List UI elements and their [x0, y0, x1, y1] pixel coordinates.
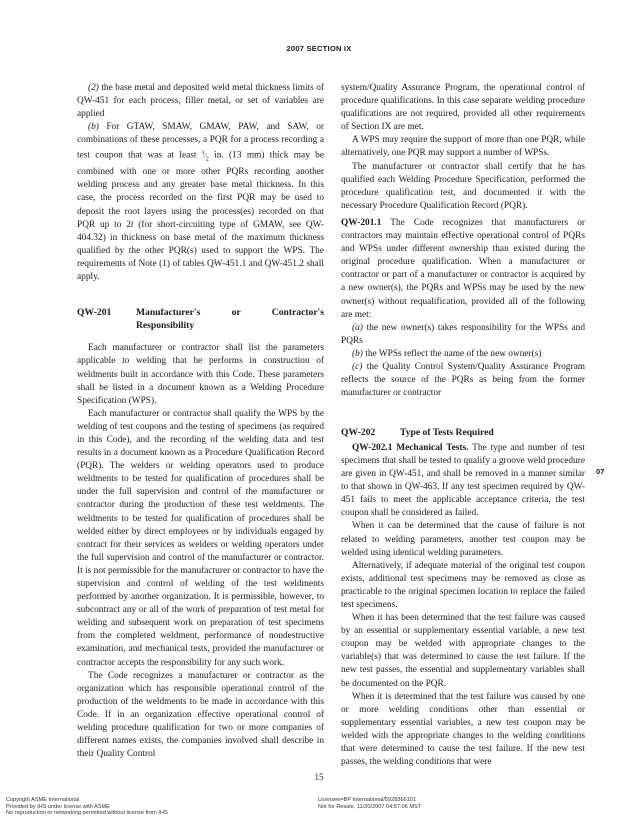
paragraph: When it has been determined that the test failure was caused by an essential or supplementary essential variable, a new test coupon may be welded with appropriate changes to the variable(s) that was determined to cause the test failure. If the new test passes, the essential and supplementary variables shall be documented on the PQR.	[341, 613, 585, 689]
fraction: $^1⁄_2$	[201, 150, 209, 163]
paragraph: Alternatively, if adequate material of the original test coupon exists, additional test specimens may be removed as close as practicable to the original specimen location to replace the failed test specimens.	[341, 560, 585, 610]
list-item: (c) the Quality Control System/Quality Assurance Program reflects the source of the PQRs as being from the former manufacturer or contractor	[341, 361, 585, 399]
paragraph: system/Quality Assurance Program, the operational control of procedure qualifications. In this case separate welding procedure qualifications are not required, provided all other requirements of Section IX are met.	[341, 83, 585, 133]
footer-copyright: Copyright ASME International Provided by IHS under license with ASME No reproduction or networking permitted without license from IHS	[6, 797, 168, 817]
paragraph-qw201-1: QW-201.1 The Code recognizes that manufacturers or contractors may maintain effective operational control of PQRs and WPSs under different ownership than existed during the original procedure qualification. When a manufacturer or contractor or part of a manufacturer or contractor is acquired by a new owner(s), the PQRs and WPSs may be used by the new owner(s) without requalification, provided all of the following are met:	[341, 217, 585, 320]
section-title: Manufacturer's or Contractor's Responsibility	[136, 307, 324, 331]
paragraph-qw202-1: QW-202.1 Mechanical Tests. The type and number of test specimens that shall be tested to qualify a groove weld procedure are given in QW-451, and shall be removed in a manner similar to that shown in QW-463. If any test specimen required by QW-451 fails to meet the applicable acceptance criteria, the test coupon shall be considered as failed.	[341, 442, 585, 519]
section-number: QW-201	[77, 307, 112, 319]
paragraph: When it is determined that the test failure was caused by one or more welding conditions other than essential or supplementary essential variables, a new test coupon may be welded with the appropriate changes to the welding conditions that were determined to cause the test failure. If the new test passes, the welding conditions that were	[341, 691, 585, 768]
paragraph: Each manufacturer or contractor shall qualify the WPS by the welding of test coupons and the testing of specimens (as required in this Code), and the recording of the welding data and test results in a document known as a Procedure Qualification Record (PQR). The welders or welding operators used to produce weldments to be tested for qualification of procedures shall be under the full supervision and control of the manufacturer or contractor during the production of these test weldments. The weldments to be tested for qualification of procedures shall be welded either by direct employees or by individuals engaged by contract for their services as welders or welding operators under the full supervision and control of the manufacturer or contractor. It is not permissible for the manufacturer or contractor to have the supervision and control of welding of the test weldments performed by another organization. It is permissible, however, to subcontract any or all of the work of preparation of test metal for welding and subsequent work on preparation of test specimens from the completed weldment, performance of nondestructive examination, and mechanical tests, provided the manufacturer or contractor accepts the responsibility for any such work.	[77, 408, 324, 668]
paragraph-a2: (2) the base metal and deposited weld metal thickness limits of QW-451 for each process, filler metal, or set of variables are applied	[77, 83, 324, 120]
paragraph: When it can be determined that the cause of failure is not related to welding parameters, another test coupon may be welded using identical welding parameters.	[341, 521, 585, 558]
paragraph: A WPS may require the support of more than one PQR, while alternatively, one PQR may support a number of WPSs.	[341, 135, 585, 159]
paragraph: The manufacturer or contractor shall certify that he has qualified each Welding Procedure Specification, performed the procedure qualification test, and documented it with the necessary Procedure Qualification Record (PQR).	[341, 161, 585, 211]
list-item: (a) the new owner(s) takes responsibility for the WPSs and PQRs	[341, 322, 585, 346]
section-number: QW-202	[341, 427, 376, 439]
item-number: (2)	[88, 83, 99, 93]
section-heading-qw201	[77, 307, 324, 332]
left-column	[77, 82, 324, 761]
section-heading-qw202	[341, 427, 585, 440]
footer-licensee: Licensee=BP International/5928366101 Not for Resale, 11/20/2007 04:57:06 MST	[318, 797, 422, 810]
page-number: 15	[314, 772, 324, 782]
section-title: Type of Tests Required	[400, 427, 494, 439]
paragraph-b: (b) For GTAW, SMAW, GMAW, PAW, and SAW, or combinations of these processes, a PQR for a process recording a test coupon that was at least $^1⁄_2$ in. (13 mm) thick may be combined with one or more other PQRs recording another welding process and any greater base metal thickness. In this case, the process recorded on the first PQR may be used to deposit the root layers using the process(es) recorded on that PQR up to 2t (for short-circuiting type of GMAW, see QW-404.32) in thickness on base metal of the maximum thickness qualified by the other PQR(s) used to support the WPS. The requirements of Note (1) of tables QW-451.1 and QW-451.2 shall apply.	[77, 122, 325, 283]
subsection-label: QW-202.1 Mechanical Tests.	[352, 442, 469, 453]
paragraph: Each manufacturer or contractor shall list the parameters applicable to welding that he performs in construction of weldments built in accordance with this Code. These parameters shall be listed in a document known as a Welding Procedure Specification (WPS).	[77, 343, 324, 406]
paragraph: The Code recognizes a manufacturer or contractor as the organization which has responsible operational control of the production of the weldments to be made in accordance with this Code. If in an organization effective operational control of welding procedure qualification for two or more companies of different names exists, the companies involved shall describe in their Quality Control	[77, 670, 324, 760]
page-header: 2007 SECTION IX	[286, 44, 352, 53]
subsection-label: QW-201.1	[341, 217, 382, 228]
list-item: (b) the WPSs reflect the name of the new owner(s)	[352, 348, 542, 359]
revision-mark: 07	[596, 467, 605, 476]
right-column	[341, 82, 585, 769]
item-label: (b)	[88, 122, 99, 133]
